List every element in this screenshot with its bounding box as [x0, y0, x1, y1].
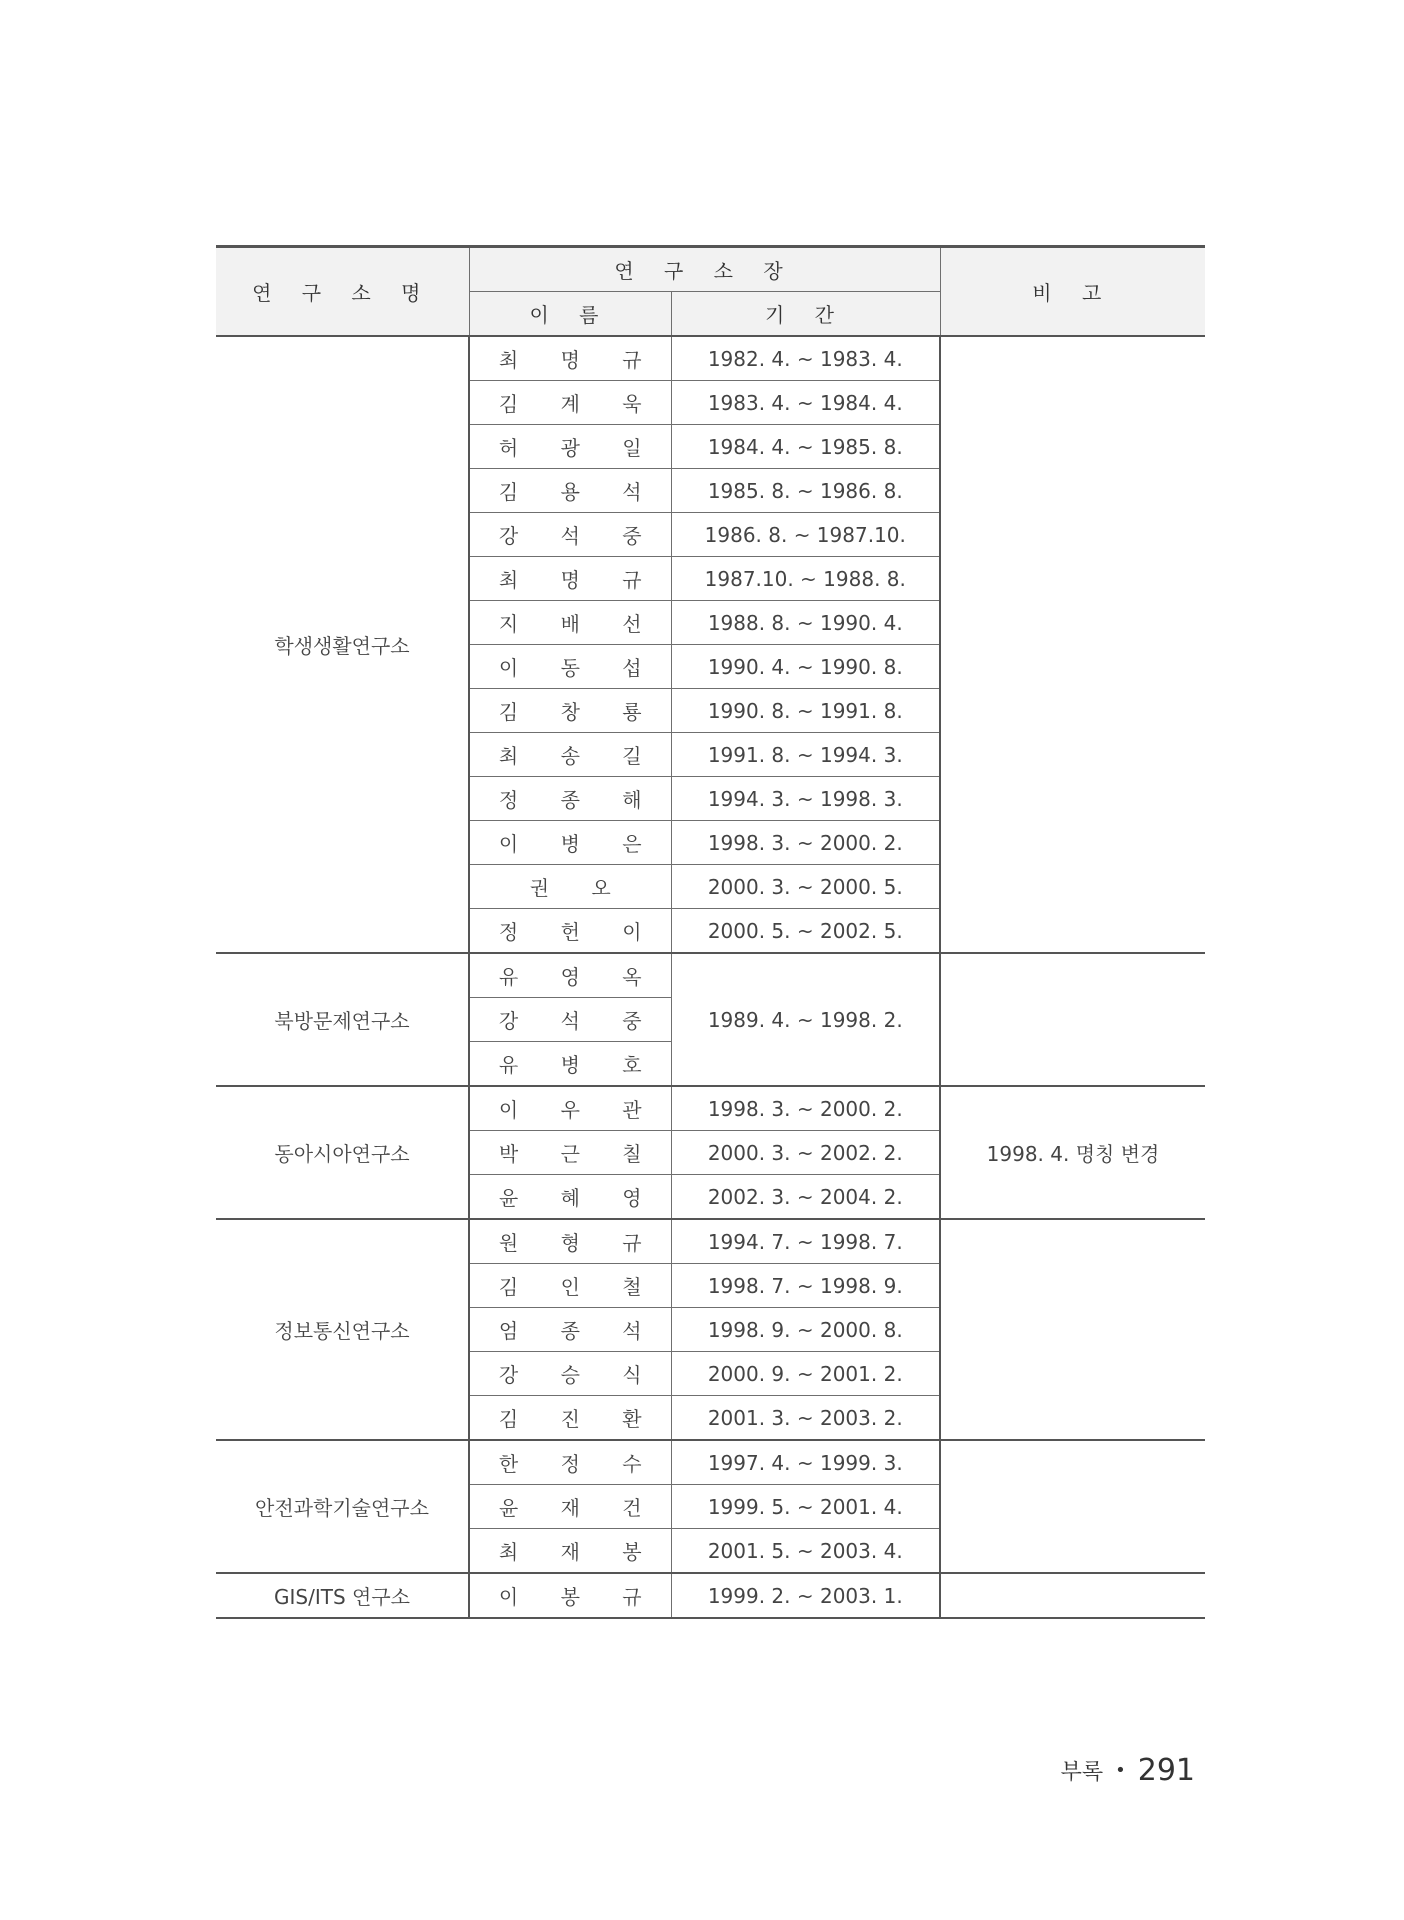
- term-period: 1994. 3. ~ 1998. 3.: [671, 777, 940, 821]
- director-name: 이 병 은: [469, 821, 671, 865]
- institute-name: 동아시아연구소: [216, 1086, 469, 1219]
- page-footer: [1061, 1753, 1195, 1788]
- director-name: 이 동 섭: [469, 645, 671, 689]
- director-name: 정 종 해: [469, 777, 671, 821]
- director-name: 김 계 욱: [469, 381, 671, 425]
- term-period: 2001. 5. ~ 2003. 4.: [671, 1529, 940, 1574]
- director-name: 윤 혜 영: [469, 1175, 671, 1220]
- table-body: [216, 336, 1205, 1618]
- institute-name: 북방문제연구소: [216, 953, 469, 1086]
- directors-table: [216, 245, 1205, 1619]
- footer-label: 부록: [1060, 1760, 1104, 1785]
- director-name: 한 정 수: [469, 1440, 671, 1485]
- table-row: [216, 1219, 1205, 1264]
- term-period: 2000. 9. ~ 2001. 2.: [671, 1352, 940, 1396]
- director-name: 허 광 일: [469, 425, 671, 469]
- director-name: 최 명 규: [469, 336, 671, 381]
- term-period: 1988. 8. ~ 1990. 4.: [671, 601, 940, 645]
- director-name: 정 헌 이: [469, 909, 671, 954]
- director-name: 김 창 룡: [469, 689, 671, 733]
- director-name: 윤 재 건: [469, 1485, 671, 1529]
- term-period: 1998. 3. ~ 2000. 2.: [671, 1086, 940, 1131]
- note-cell: [940, 1219, 1205, 1440]
- director-name: 강 승 식: [469, 1352, 671, 1396]
- institute-name: 안전과학기술연구소: [216, 1440, 469, 1573]
- director-name: 박 근 칠: [469, 1131, 671, 1175]
- term-period: 1982. 4. ~ 1983. 4.: [671, 336, 940, 381]
- director-name: 최 재 봉: [469, 1529, 671, 1574]
- term-period: 1990. 8. ~ 1991. 8.: [671, 689, 940, 733]
- term-period: 1984. 4. ~ 1985. 8.: [671, 425, 940, 469]
- note-cell: [940, 1573, 1205, 1618]
- institute-name: 정보통신연구소: [216, 1219, 469, 1440]
- table-header: [216, 247, 1205, 337]
- term-period: 1985. 8. ~ 1986. 8.: [671, 469, 940, 513]
- header-period: 기 간: [671, 292, 940, 337]
- footer-bullet: •: [1115, 1760, 1126, 1781]
- table-row: [216, 1086, 1205, 1131]
- term-period: 1999. 2. ~ 2003. 1.: [671, 1573, 940, 1618]
- table-row: [216, 336, 1205, 381]
- term-period: 1991. 8. ~ 1994. 3.: [671, 733, 940, 777]
- director-name: 원 형 규: [469, 1219, 671, 1264]
- director-name: 유 영 옥: [469, 953, 671, 998]
- director-name: 최 송 길: [469, 733, 671, 777]
- header-director: 연 구 소 장: [469, 247, 940, 292]
- director-name: 최 명 규: [469, 557, 671, 601]
- term-period: 1997. 4. ~ 1999. 3.: [671, 1440, 940, 1485]
- term-period: 1990. 4. ~ 1990. 8.: [671, 645, 940, 689]
- term-period: 1994. 7. ~ 1998. 7.: [671, 1219, 940, 1264]
- director-name: 지 배 선: [469, 601, 671, 645]
- term-period: 1998. 7. ~ 1998. 9.: [671, 1264, 940, 1308]
- term-period: 1999. 5. ~ 2001. 4.: [671, 1485, 940, 1529]
- table-row: [216, 953, 1205, 998]
- director-name: 강 석 중: [469, 513, 671, 557]
- header-institute: 연 구 소 명: [216, 247, 469, 337]
- institute-name: GIS/ITS 연구소: [216, 1573, 469, 1618]
- term-period: 1986. 8. ~ 1987.10.: [671, 513, 940, 557]
- director-name: 엄 종 석: [469, 1308, 671, 1352]
- director-name: 이 우 관: [469, 1086, 671, 1131]
- term-period: 1987.10. ~ 1988. 8.: [671, 557, 940, 601]
- director-name: 김 인 철: [469, 1264, 671, 1308]
- note-cell: [940, 1440, 1205, 1573]
- header-note: 비 고: [940, 247, 1205, 337]
- director-name: 김 진 환: [469, 1396, 671, 1441]
- director-name: 권 오: [469, 865, 671, 909]
- director-name: 유 병 호: [469, 1042, 671, 1087]
- note-cell: [940, 953, 1205, 1086]
- term-period: 1998. 3. ~ 2000. 2.: [671, 821, 940, 865]
- director-name: 김 용 석: [469, 469, 671, 513]
- director-name: 강 석 중: [469, 998, 671, 1042]
- term-period: 1989. 4. ~ 1998. 2.: [671, 953, 940, 1086]
- note-cell: 1998. 4. 명칭 변경: [940, 1086, 1205, 1219]
- table-row: [216, 1573, 1205, 1618]
- director-name: 이 봉 규: [469, 1573, 671, 1618]
- header-name: 이 름: [469, 292, 671, 337]
- term-period: 2000. 3. ~ 2000. 5.: [671, 865, 940, 909]
- term-period: 1983. 4. ~ 1984. 4.: [671, 381, 940, 425]
- term-period: 2001. 3. ~ 2003. 2.: [671, 1396, 940, 1441]
- term-period: 1998. 9. ~ 2000. 8.: [671, 1308, 940, 1352]
- note-cell: [940, 336, 1205, 953]
- institute-name: 학생생활연구소: [216, 336, 469, 953]
- term-period: 2000. 5. ~ 2002. 5.: [671, 909, 940, 954]
- term-period: 2002. 3. ~ 2004. 2.: [671, 1175, 940, 1220]
- term-period: 2000. 3. ~ 2002. 2.: [671, 1131, 940, 1175]
- table-row: [216, 1440, 1205, 1485]
- page-number: 291: [1137, 1753, 1195, 1788]
